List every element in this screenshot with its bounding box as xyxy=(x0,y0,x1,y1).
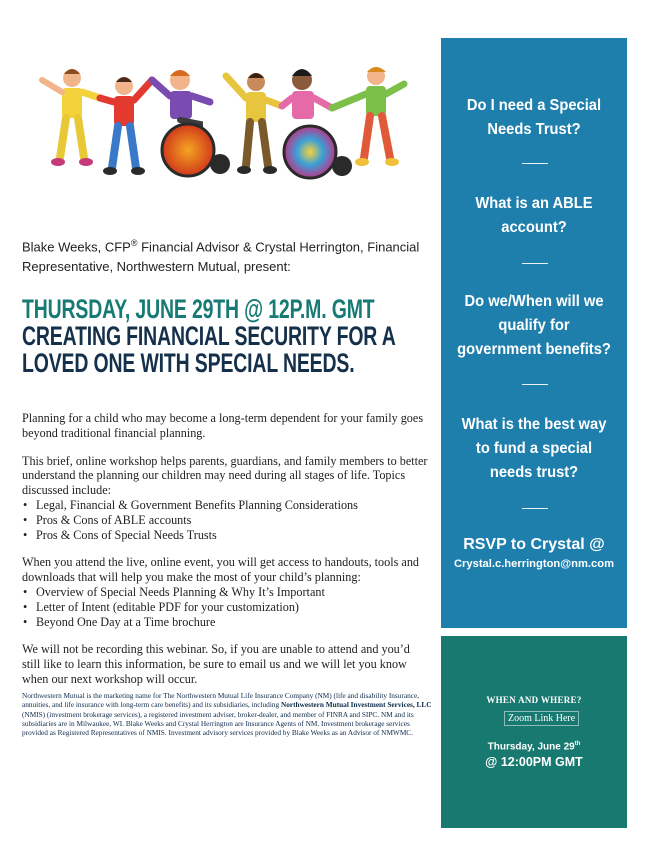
when-where-label: WHEN AND WHERE? xyxy=(486,695,582,705)
event-date-suffix: th xyxy=(574,741,581,747)
rsvp-label: RSVP to Crystal @ xyxy=(463,536,605,553)
resources-list xyxy=(22,585,430,629)
headline-title-line2: LOVED ONE WITH SPECIAL NEEDS. xyxy=(22,348,355,378)
topics-list xyxy=(22,498,430,542)
event-date-text: Thursday, June 29 xyxy=(487,741,575,753)
disclosure-bold: Northwestern Mutual Investment Services, LLC xyxy=(280,700,432,710)
child-wheelchair-rainbow xyxy=(282,69,352,178)
divider xyxy=(522,263,548,264)
list-item: • Letter of Intent (editable PDF for your customization) xyxy=(36,600,430,615)
paragraph-1: Planning for a child who may become a long-term dependent for your family goes beyond traditional financial planning. xyxy=(22,411,424,440)
child-green xyxy=(332,67,404,166)
child-red xyxy=(100,77,152,175)
question-fund-trust: What is the best way to fund a special needs trust? xyxy=(461,416,607,481)
intro-line2: Representative, Northwestern Mutual, present: xyxy=(22,259,291,275)
question-able-account: What is an ABLE account? xyxy=(475,195,593,236)
divider xyxy=(522,508,548,509)
child-yellow xyxy=(42,69,100,166)
question-government-benefits: Do we/When will we qualify for government benefits? xyxy=(457,293,611,358)
when-where-panel xyxy=(441,636,627,828)
presenters-intro xyxy=(22,233,432,277)
disclosure-part-b: (NMIS) (investment brokerage services), a registered investment adviser, broker-dealer, and member of FINRA and SIPC. NM and its subsidiaries are in Milwaukee, WI. Blake Weeks and Crystal Herrington are Insurance Agents of NM. Investment brokerage services provided as Registered Representatives of NMIS. Investment advisory services provided by Blake Weeks as an Advisor of NMWMC. xyxy=(22,709,414,738)
zoom-link[interactable]: Zoom Link Here xyxy=(504,711,579,726)
event-date xyxy=(441,741,627,752)
list-item: • Beyond One Day at a Time brochure xyxy=(36,615,430,630)
disclosure-part-a: Northwestern Mutual is the marketing name for The Northwestern Mutual Life Insurance Company (NM) (life and disability Insurance, annuities, and life insurance with long-term care benefits) and its subsidiaries, including xyxy=(22,691,420,710)
intro-line1a: Blake Weeks, CFP xyxy=(22,239,131,255)
list-item: • Legal, Financial & Government Benefits Planning Considerations xyxy=(36,498,430,513)
list-item: • Pros & Cons of ABLE accounts xyxy=(36,513,430,528)
rsvp-email-link[interactable]: Crystal.c.herrington@nm.com xyxy=(453,558,615,570)
list-item: • Overview of Special Needs Planning & Why It’s Important xyxy=(36,585,430,600)
body-copy xyxy=(22,411,430,700)
headline-date: THURSDAY, JUNE 29TH @ 12P.M. GMT xyxy=(22,294,375,324)
child-brown xyxy=(226,73,282,174)
divider xyxy=(522,163,548,164)
registered-mark: ® xyxy=(130,238,138,248)
paragraph-2: This brief, online workshop helps parents, guardians, and family members to better understand the planning our children may need during all stages of life. Topics discussed include: xyxy=(22,453,428,498)
paragraph-3: When you attend the live, online event, you will get access to handouts, tools and downloads that will help you make the most of your child’s planning: xyxy=(22,555,420,585)
paragraph-4: We will not be recording this webinar. So, if you are unable to attend and you’d still like to learn this information, be sure to email us and we will let you know when our next workshop will occur. xyxy=(22,642,410,686)
question-special-needs-trust: Do I need a Special Needs Trust? xyxy=(466,97,602,138)
children-illustration xyxy=(20,50,420,220)
headline xyxy=(22,296,440,377)
faq-sidebar xyxy=(441,38,627,628)
intro-line1b: Financial Advisor & Crystal Herrington, Financial xyxy=(137,239,420,255)
disclosure xyxy=(22,691,432,737)
list-item: • Pros & Cons of Special Needs Trusts xyxy=(36,528,430,543)
child-wheelchair-orange xyxy=(152,70,230,176)
divider xyxy=(522,384,548,385)
event-time: @ 12:00PM GMT xyxy=(485,755,583,769)
headline-title-line1: CREATING FINANCIAL SECURITY FOR A xyxy=(22,321,396,351)
